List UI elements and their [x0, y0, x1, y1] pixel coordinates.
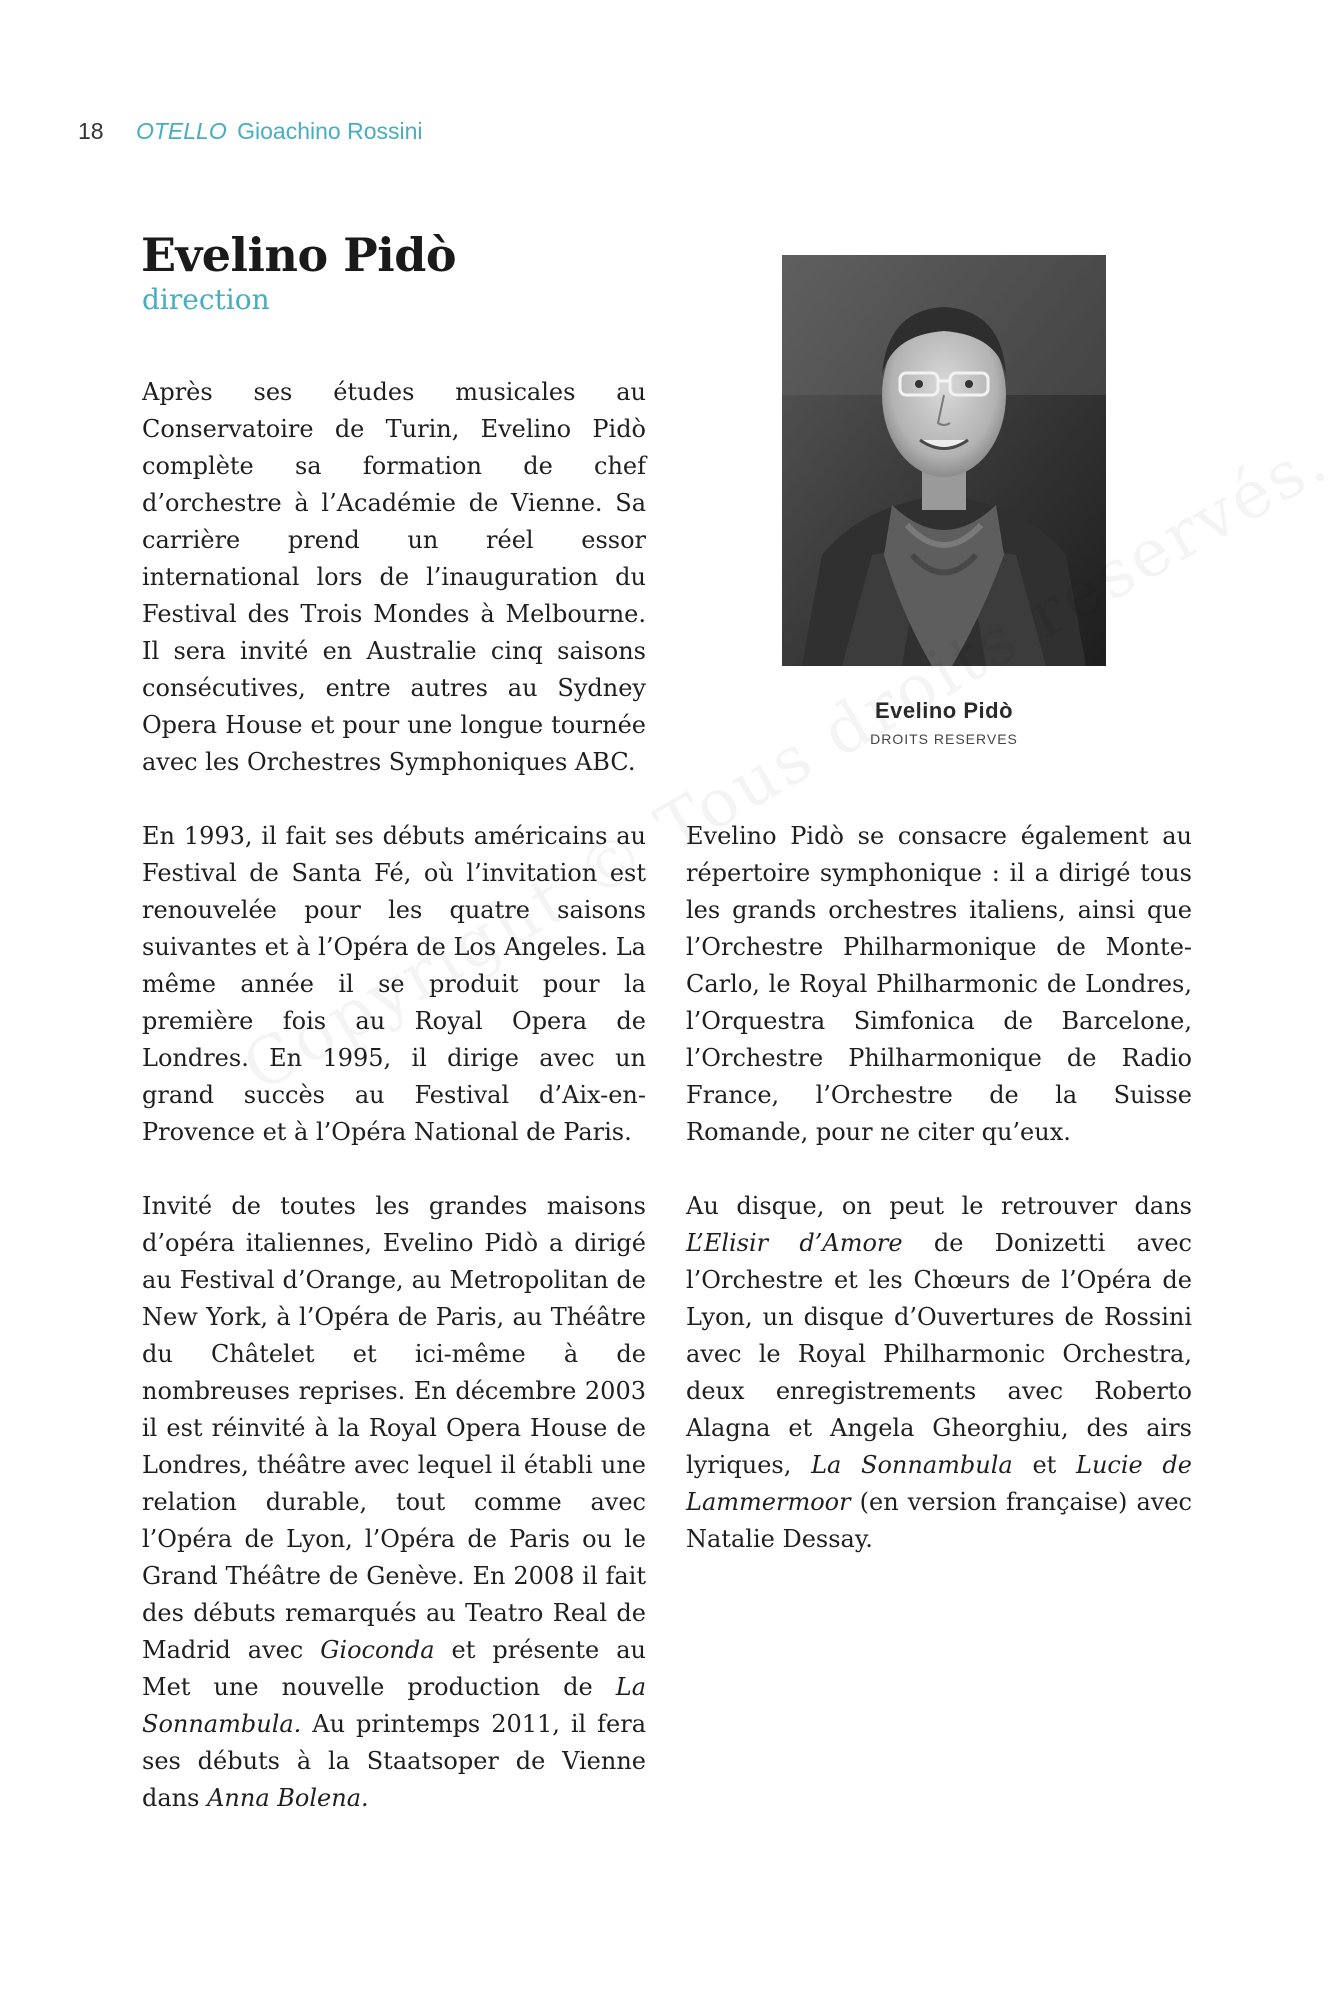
bio-text: Invité de toutes les grandes maisons d’opéra italiennes, Evelino Pidò a dirigé au Festival d’Orange, au Metropolitan de New York, à l’Opéra de Paris, au Théâtre du Châtelet et ici-même à de nombreuses reprises. En décembre 2003 il est réinvité à la Royal Opera House de Londres, théâtre avec lequel il établi une relation durable, tout comme avec l’Opéra de Lyon, l’Opéra de Paris ou le Grand Théâtre de Genève. En 2008 il fait des débuts remarqués au Teatro Real de Madrid avec: [142, 1192, 646, 1664]
bio-text: Au disque, on peut le retrouver dans: [686, 1192, 1192, 1220]
portrait-illustration: [782, 255, 1106, 666]
running-header: [78, 118, 423, 145]
composer-name: Gioachino Rossini: [237, 118, 423, 144]
bio-paragraph-4: Evelino Pidò se consacre également au répertoire symphonique : il a dirigé tous les grands orchestres italiens, ainsi que l’Orchestre Philharmonique de Monte-Carlo, le Royal Philharmonic de Londres, l’Orquestra Simfonica de Barcelone, l’Orchestre Philharmonique de Radio France, l’Orchestre de la Suisse Romande, pour ne citer qu’eux.: [686, 822, 1192, 1146]
artist-name: Evelino Pidò: [141, 228, 457, 282]
page-number: 18: [78, 118, 104, 144]
work-title: L’Elisir d’Amore: [686, 1229, 903, 1257]
photo-caption-name: Evelino Pidò: [874, 698, 1014, 723]
bio-paragraph-3: [142, 1188, 646, 1817]
bio-text: (en version française) avec Natalie Dessay.: [686, 1488, 1192, 1553]
work-title: Anna Bolena.: [207, 1784, 369, 1812]
work-title: La Sonnambula.: [142, 1673, 646, 1738]
bio-paragraph-2: En 1993, il fait ses débuts américains au Festival de Santa Fé, où l’invitation est renouvelée pour les quatre saisons suivantes et à l’Opéra de Los Angeles. La même année il se produit pour la première fois au Royal Opera de Londres. En 1995, il dirige avec un grand succès au Festival d’Aix-en-Provence et à l’Opéra National de Paris.: [142, 822, 646, 1146]
work-title: La Sonnambula: [811, 1451, 1013, 1479]
bio-text: et: [1032, 1451, 1057, 1479]
opera-title: OTELLO: [135, 118, 227, 144]
bio-text: de Donizetti avec l’Orchestre et les Chœurs de l’Opéra de Lyon, un disque d’Ouvertures de Rossini avec le Royal Philharmonic Orchestra, deux enregistrements avec Roberto Alagna et Angela Gheorghiu, des airs lyriques,: [686, 1229, 1192, 1479]
work-title: Lucie de Lammermoor: [686, 1451, 1193, 1516]
bio-text: et présente au Met une nouvelle production de: [142, 1636, 646, 1701]
artist-role: direction: [142, 283, 270, 316]
artist-portrait-photo: [782, 255, 1106, 666]
work-title: Gioconda: [320, 1636, 435, 1664]
photo-credit: DROITS RESERVES: [870, 731, 1018, 747]
bio-paragraph-5: [686, 1188, 1192, 1558]
bio-text: Au printemps 2011, il fera ses débuts à la Staatsoper de Vienne dans: [142, 1710, 646, 1812]
bio-paragraph-1: Après ses études musicales au Conservatoire de Turin, Evelino Pidò complète sa formation de chef d’orchestre à l’Académie de Vienne. Sa carrière prend un réel essor international lors de l’inauguration du Festival des Trois Mondes à Melbourne. Il sera invité en Australie cinq saisons consécutives, entre autres au Sydney Opera House et pour une longue tournée avec les Orchestres Symphoniques ABC.: [142, 378, 646, 776]
